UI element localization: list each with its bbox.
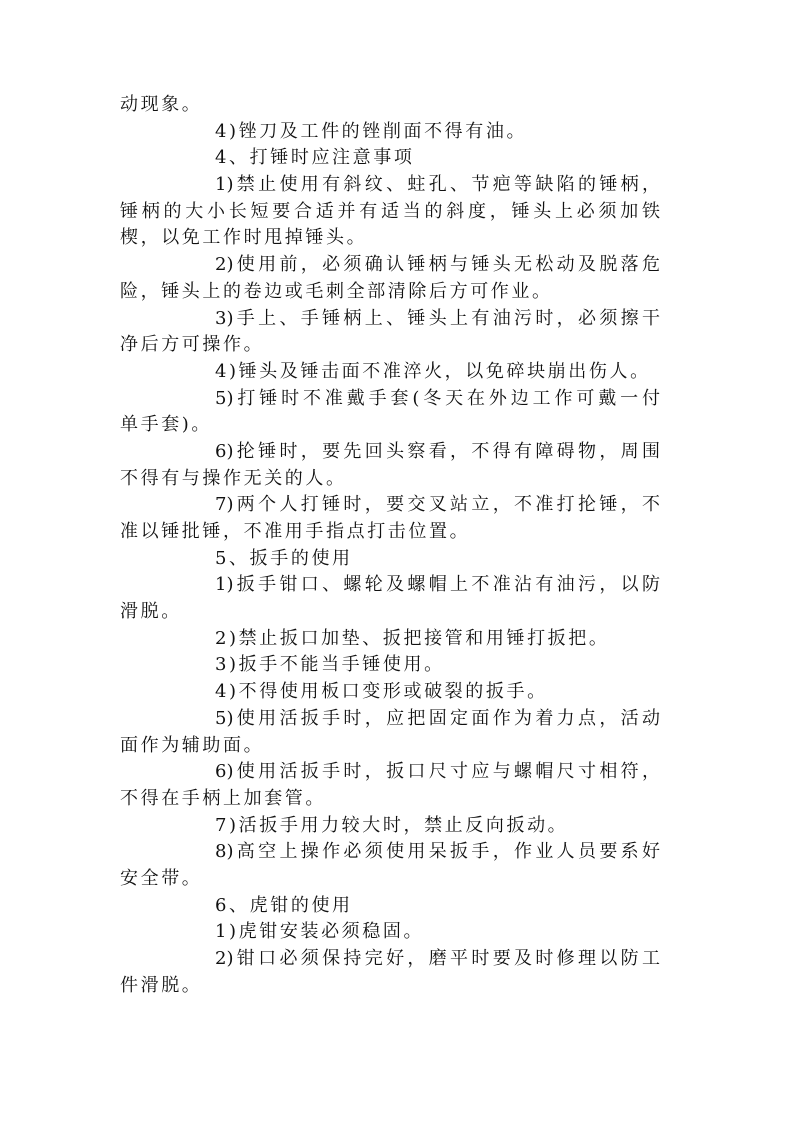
paragraph xyxy=(120,759,660,812)
paragraph xyxy=(120,119,660,146)
text-line: 险，锤头上的卷边或毛刺全部清除后方可作业。 xyxy=(120,280,553,302)
paragraph xyxy=(120,946,660,999)
text-line: 锤柄的大小长短要合适并有适当的斜度，锤头上必须加铁 xyxy=(120,200,660,222)
paragraph xyxy=(120,439,660,492)
text-line: 5、扳手的使用 xyxy=(215,547,353,569)
paragraph xyxy=(120,626,660,653)
paragraph xyxy=(120,919,660,946)
text-line: 面作为辅助面。 xyxy=(120,734,265,756)
text-line: 件滑脱。 xyxy=(120,974,203,996)
text-line: 不得在手柄上加套管。 xyxy=(120,787,326,809)
text-line: 3)手上、手锤柄上、锤头上有油污时，必须擦干 xyxy=(215,307,660,329)
text-line: 6)抡锤时，要先回头察看，不得有障碍物，周围 xyxy=(215,440,660,462)
paragraph xyxy=(120,706,660,759)
paragraph xyxy=(120,172,660,252)
text-line: 4)锉刀及工件的锉削面不得有油。 xyxy=(215,120,528,142)
text-line: 1)禁止使用有斜纹、蛀孔、节疤等缺陷的锤柄， xyxy=(215,174,660,196)
text-line: 动现象。 xyxy=(120,94,203,115)
paragraph xyxy=(120,813,660,840)
text-line: 不得有与操作无关的人。 xyxy=(120,467,347,489)
text-line: 1)虎钳安装必须稳固。 xyxy=(215,921,425,943)
paragraph xyxy=(120,546,660,573)
text-line: 7)两个人打锤时，要交叉站立，不准打抡锤，不 xyxy=(215,494,660,516)
paragraph xyxy=(120,679,660,706)
paragraph xyxy=(120,252,660,305)
text-line: 4)锤头及锤击面不准淬火，以免碎块崩出伤人。 xyxy=(215,360,651,382)
paragraph xyxy=(120,652,660,679)
text-line: 8)高空上操作必须使用呆扳手，作业人员要系好 xyxy=(215,841,660,863)
text-line: 净后方可操作。 xyxy=(120,334,265,356)
text-line: 楔，以免工作时甩掉锤头。 xyxy=(120,227,368,249)
text-line: 安全带。 xyxy=(120,867,203,889)
text-line: 6)使用活扳手时，扳口尺寸应与螺帽尺寸相符， xyxy=(215,761,660,783)
text-line: 6、虎钳的使用 xyxy=(215,894,353,916)
paragraph xyxy=(120,145,660,172)
text-line: 3)扳手不能当手锤使用。 xyxy=(215,654,445,676)
document-body xyxy=(120,92,660,999)
text-line: 5)打锤时不准戴手套(冬天在外边工作可戴一付 xyxy=(215,387,660,409)
paragraph xyxy=(120,92,660,119)
text-line: 2)使用前，必须确认锤柄与锤头无松动及脱落危 xyxy=(215,254,660,276)
paragraph xyxy=(120,839,660,892)
text-line: 2)禁止扳口加垫、扳把接管和用锤打扳把。 xyxy=(215,627,610,649)
paragraph xyxy=(120,492,660,545)
paragraph xyxy=(120,306,660,359)
text-line: 滑脱。 xyxy=(120,601,182,623)
paragraph xyxy=(120,359,660,386)
text-line: 1)扳手钳口、螺轮及螺帽上不准沾有油污，以防 xyxy=(215,574,660,596)
text-line: 2)钳口必须保持完好，磨平时要及时修理以防工 xyxy=(215,948,660,969)
paragraph xyxy=(120,893,660,920)
paragraph xyxy=(120,386,660,439)
text-line: 7)活扳手用力较大时，禁止反向扳动。 xyxy=(215,814,569,836)
paragraph xyxy=(120,572,660,625)
text-line: 准以锤批锤，不准用手指点打击位置。 xyxy=(120,521,471,542)
text-line: 单手套)。 xyxy=(120,414,213,436)
text-line: 4、打锤时应注意事项 xyxy=(215,147,415,169)
text-line: 5)使用活扳手时，应把固定面作为着力点，活动 xyxy=(215,707,660,729)
text-line: 4)不得使用板口变形或破裂的扳手。 xyxy=(215,681,548,703)
